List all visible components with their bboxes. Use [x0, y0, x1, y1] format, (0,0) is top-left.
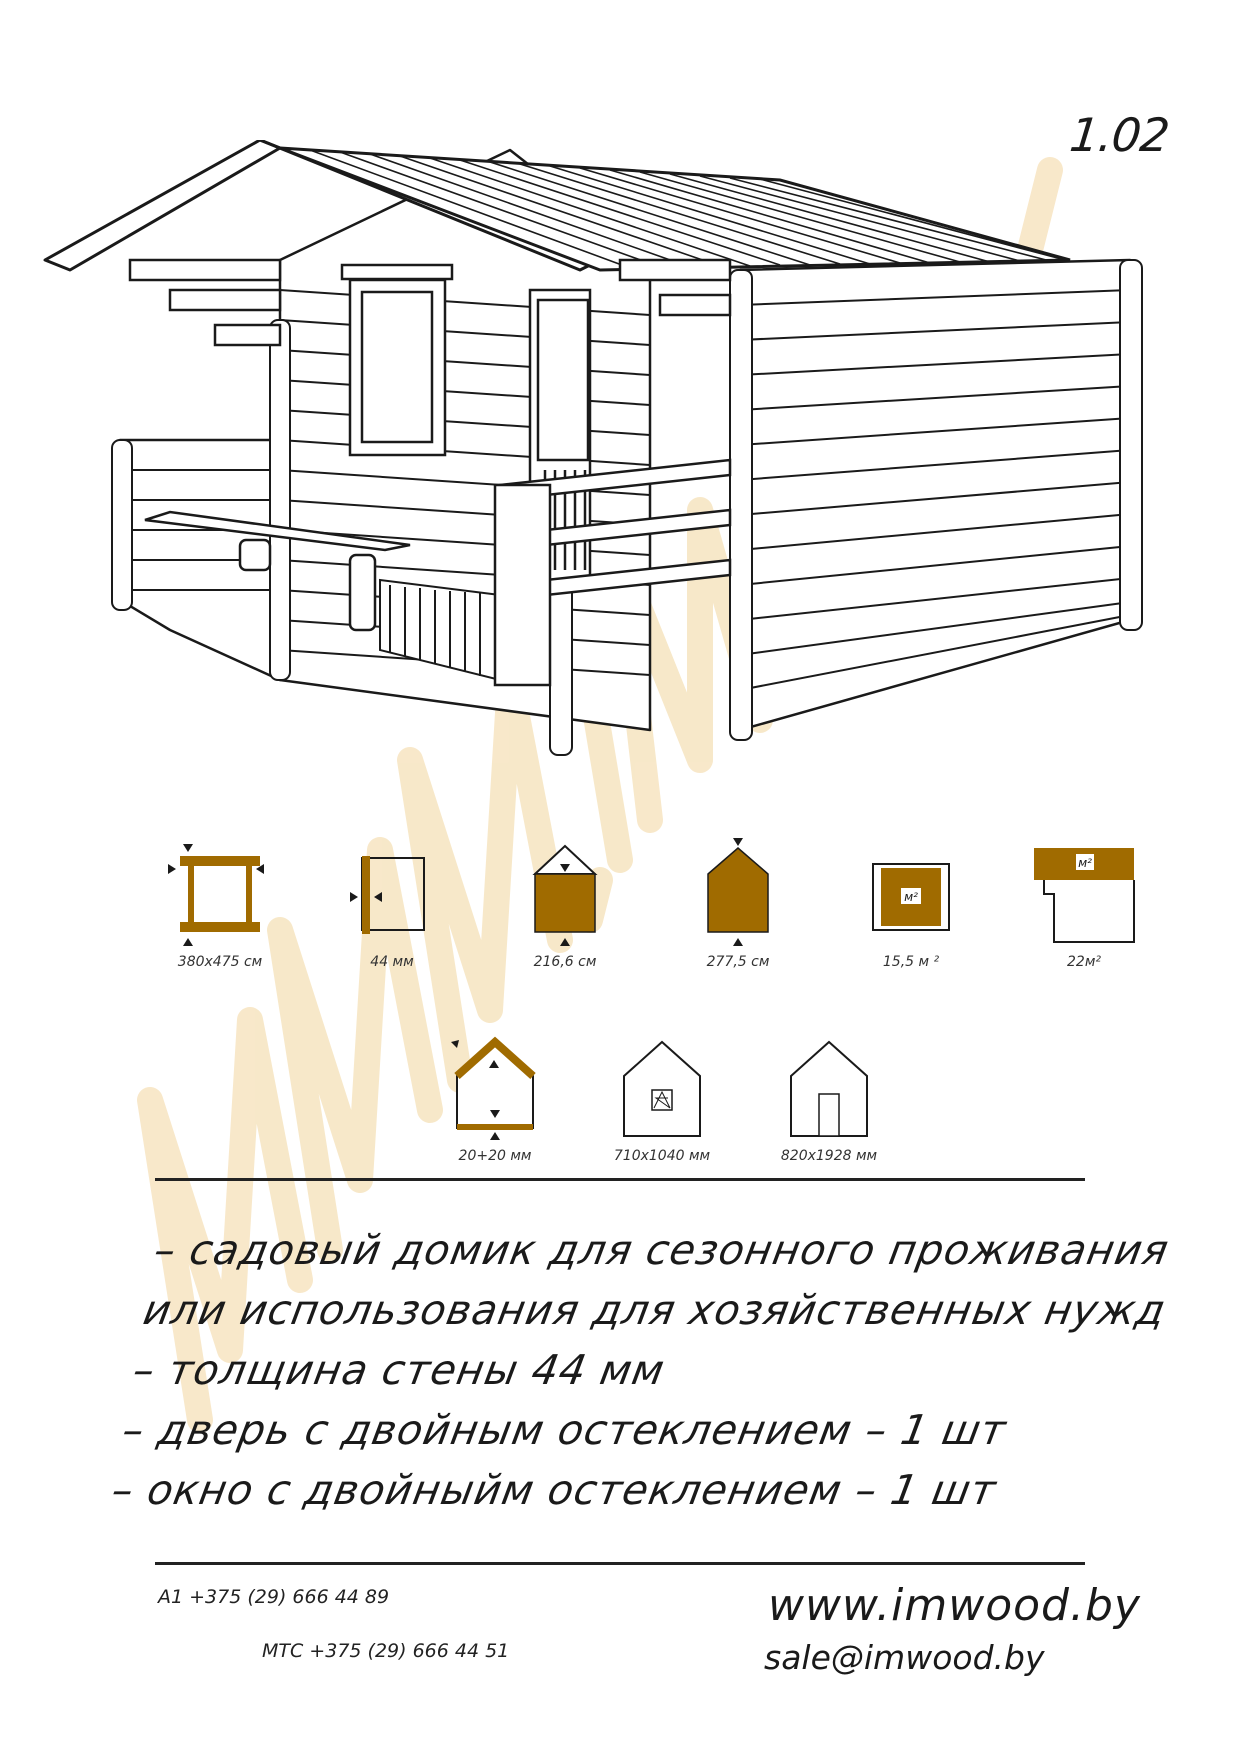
wall-height-icon — [505, 838, 625, 948]
floor-area-icon-text: м² — [904, 890, 918, 904]
wall-thickness-icon — [332, 838, 452, 948]
roof-area-icon — [1024, 838, 1144, 948]
feature-line: – дверь с двойным остеклением – 1 шт — [118, 1406, 1011, 1454]
features-list — [107, 1220, 1181, 1520]
phone-a1: A1 +375 (29) 666 44 89 — [158, 1586, 390, 1608]
feature-line: – толщина стены 44 мм — [129, 1346, 669, 1394]
spec-floor-area — [841, 838, 981, 970]
spec-wall-height-label: 216,6 см — [533, 954, 597, 970]
divider-top — [155, 1178, 1085, 1181]
phone-mts: МТС +375 (29) 666 44 51 — [262, 1640, 510, 1662]
divider-bottom — [155, 1562, 1085, 1565]
spec-door-size — [759, 1032, 899, 1164]
house-illustration — [40, 140, 1210, 800]
spec-wall-thickness — [322, 838, 462, 970]
email-link[interactable]: sale@imwood.by — [764, 1638, 1045, 1677]
roof-floor-thickness-icon — [435, 1032, 555, 1142]
spec-footprint-label: 380x475 см — [177, 954, 263, 970]
footprint-dimensions-icon — [160, 838, 280, 948]
spec-roof-floor-thickness-label: 20+20 мм — [458, 1148, 532, 1164]
floor-area-icon — [851, 838, 971, 948]
spec-window-size — [592, 1032, 732, 1164]
feature-line: – садовый домик для сезонного проживания — [150, 1226, 1173, 1274]
spec-ridge-height — [668, 838, 808, 970]
feature-line: или использования для хозяйственных нужд — [139, 1286, 1170, 1334]
spec-roof-area-label: 22м² — [1067, 954, 1101, 970]
website-link[interactable]: www.imwood.by — [768, 1580, 1141, 1631]
spec-roof-area — [1014, 838, 1154, 970]
spec-window-size-label: 710x1040 мм — [613, 1148, 711, 1164]
spec-wall-height — [495, 838, 635, 970]
spec-wall-thickness-label: 44 мм — [370, 954, 414, 970]
spec-footprint — [150, 838, 290, 970]
spec-ridge-height-label: 277,5 см — [706, 954, 770, 970]
ridge-height-icon — [678, 838, 798, 948]
roof-area-icon-text: м² — [1078, 856, 1092, 870]
door-size-icon — [769, 1032, 889, 1142]
spec-door-size-label: 820x1928 мм — [780, 1148, 878, 1164]
spec-roof-floor-thickness — [425, 1032, 565, 1164]
model-number: 1.02 — [1067, 108, 1172, 162]
spec-floor-area-label: 15,5 м ² — [882, 954, 940, 970]
window-size-icon — [602, 1032, 722, 1142]
feature-line: – окно с двойныйм остеклением – 1 шт — [108, 1466, 1001, 1514]
